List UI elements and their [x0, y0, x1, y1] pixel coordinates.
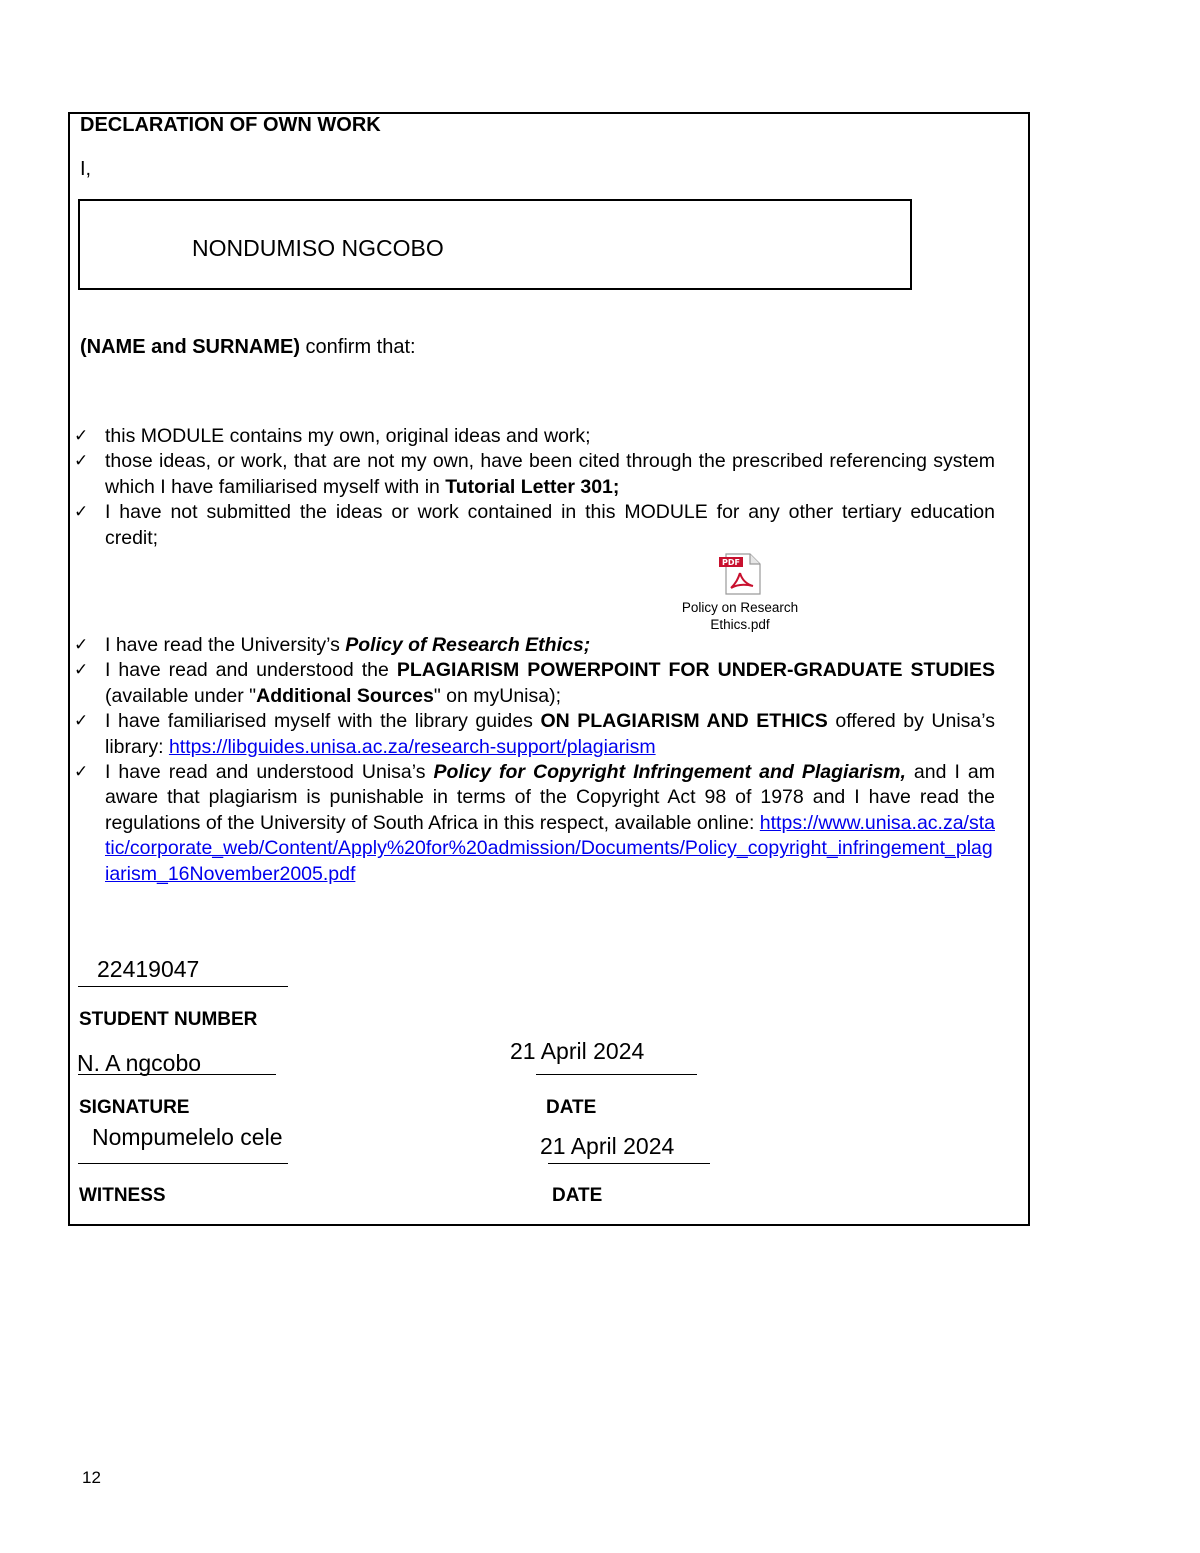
pdf-attachment[interactable] [672, 553, 808, 633]
witness-value[interactable]: Nompumelelo cele [92, 1124, 283, 1150]
signature-label: SIGNATURE [79, 1097, 190, 1118]
list-item: ✓ I have familiarised myself with the library guides ON PLAGIARISM AND ETHICS offered by Unisa’s library: https://libguides.unisa.ac.za/research-support/plagiarism [74, 710, 995, 758]
student-number-label: STUDENT NUMBER [79, 1009, 258, 1030]
date-label: DATE [546, 1097, 597, 1118]
libguides-link[interactable]: https://libguides.unisa.ac.za/research-support/plagiarism [168, 735, 656, 758]
name-value: NONDUMISO NGCOBO [192, 235, 444, 261]
copyright-policy-link[interactable]: https://www.unisa.ac.za/static/corporate_web/Content/Apply%20for%20admission/Documents/Policy_copyright_infringement_plagiarism_16November2005.pdf [105, 811, 995, 885]
pdf-file-icon [718, 553, 762, 595]
name-surname-label: (NAME and SURNAME) [80, 336, 300, 358]
pdf-name-line2: Ethics.pdf [710, 617, 770, 632]
list-item: ✓ I have read and understood the PLAGIARISM POWERPOINT FOR UNDER-GRADUATE STUDIES (available under "Additional Sources" on myUnisa); [74, 659, 995, 707]
i-text: I, [80, 158, 92, 180]
date-line [536, 1074, 697, 1075]
witness-line [78, 1163, 288, 1164]
page-title: DECLARATION OF OWN WORK [80, 114, 381, 136]
signature-line [78, 1074, 276, 1075]
svg-text:PDF: PDF [722, 558, 740, 567]
check-icon: ✓ [74, 711, 89, 732]
student-number-line [78, 986, 288, 987]
student-number-value[interactable]: 22419047 [97, 956, 200, 982]
name-field[interactable] [78, 199, 912, 290]
check-icon: ✓ [74, 426, 89, 446]
witness-date-value[interactable]: 21 April 2024 [540, 1133, 675, 1159]
check-icon: ✓ [74, 660, 89, 681]
witness-date-label: DATE [552, 1185, 603, 1206]
signature-value[interactable]: N. A ngcobo [77, 1050, 202, 1076]
list-item: ✓ I have read and understood Unisa’s Policy for Copyright Infringement and Plagiarism, and I am aware that plagiarism is punishable in terms of the Copyright Act 98 of 1978 and I have read the regulations of the University of South Africa in this respect, available online: https://www.unisa.ac.za/static/corporate_web/Content/Apply%20for%20admission/Documents/Policy_copyright_infringement_plagiarism_16November2005.pdf [74, 761, 996, 885]
date-value[interactable]: 21 April 2024 [510, 1038, 645, 1064]
page-number: 12 [82, 1468, 101, 1487]
confirm-line [80, 336, 416, 359]
witness-date-line [548, 1163, 710, 1164]
list-item: ✓ I have not submitted the ideas or work contained in this MODULE for any other tertiary education credit; [74, 501, 995, 549]
check-icon: ✓ [74, 762, 89, 783]
witness-label: WITNESS [79, 1185, 166, 1206]
list-item: ✓ those ideas, or work, that are not my own, have been cited through the prescribed referencing system which I have familiarised myself with in Tutorial Letter 301; [74, 450, 995, 498]
list-item: ✓ I have read the University’s Policy of Research Ethics; [74, 633, 995, 658]
confirm-text: confirm that: [300, 336, 416, 358]
pdf-name-line1: Policy on Research [681, 600, 799, 615]
check-icon: ✓ [74, 635, 89, 656]
check-icon: ✓ [74, 502, 89, 523]
check-icon: ✓ [74, 451, 89, 472]
declaration-list [74, 424, 995, 887]
list-item: ✓ this MODULE contains my own, original ideas and work; [74, 424, 995, 449]
